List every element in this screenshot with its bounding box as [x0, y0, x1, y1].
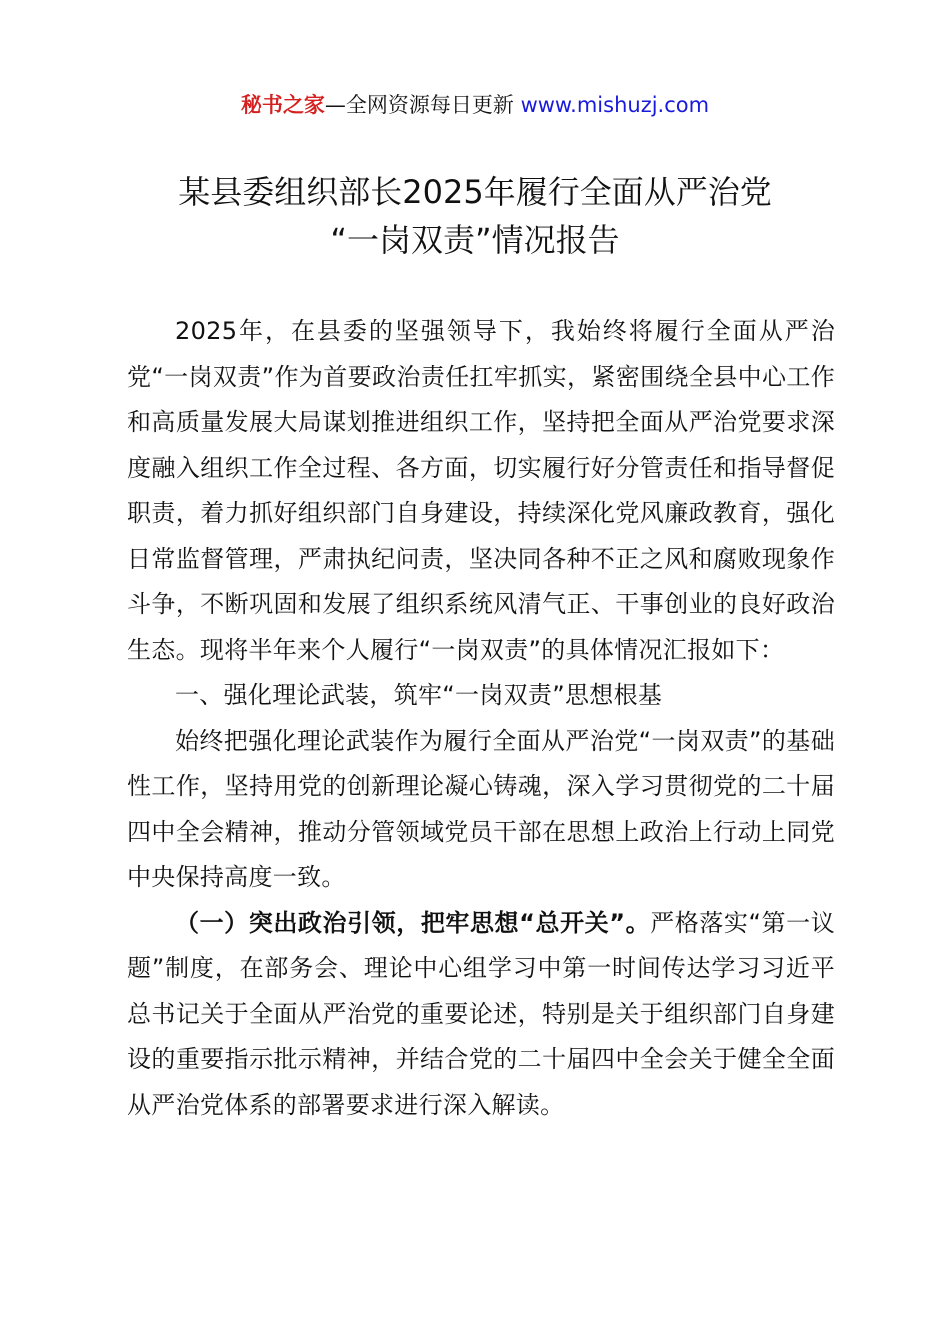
title-line-2: “一岗双责”情况报告: [330, 221, 620, 259]
item-1-body: 严格落实“第一议题”制度，在部务会、理论中心组学习中第一时间传达学习习近平总书记关于全面从严治党的重要论述，特别是关于组织部门自身建设的重要指示批示精神，并结合党的二十届四中全会关于健全全面从严治党体系的部署要求进行深入解读。: [127, 908, 835, 1119]
section-1-paragraph: 始终把强化理论武装作为履行全面从严治党“一岗双责”的基础性工作，坚持用党的创新理论凝心铸魂，深入学习贯彻党的二十届四中全会精神，推动分管领域党员干部在思想上政治上行动上同党中央保持高度一致。: [127, 726, 835, 891]
document-body: [127, 309, 835, 1128]
site-slogan: —全网资源每日更新: [324, 93, 521, 117]
intro-paragraph: 2025年，在县委的坚强领导下，我始终将履行全面从严治党“一岗双责”作为首要政治责任扛牢抓实，紧密围绕全县中心工作和高质量发展大局谋划推进组织工作，坚持把全面从严治党要求深度融入组织工作全过程、各方面，切实履行好分管责任和指导督促职责，着力抓好组织部门自身建设，持续深化党风廉政教育，强化日常监督管理，严肃执纪问责，坚决同各种不正之风和腐败现象作斗争，不断巩固和发展了组织系统风清气正、干事创业的良好政治生态。现将半年来个人履行“一岗双责”的具体情况汇报如下：: [127, 317, 835, 664]
site-url-link[interactable]: www.mishuzj.com: [520, 93, 710, 117]
title-line-1: 某县委组织部长2025年履行全面从严治党: [178, 173, 772, 211]
site-header: [0, 88, 950, 122]
item-1-paragraph: [127, 901, 835, 1129]
section-1-heading: 一、强化理论武装，筑牢“一岗双责”思想根基: [175, 681, 663, 709]
item-1-lead: （一）突出政治引领，把牢思想“总开关”。: [175, 908, 651, 937]
document-title: [60, 168, 890, 264]
site-name: 秘书之家: [240, 93, 325, 117]
